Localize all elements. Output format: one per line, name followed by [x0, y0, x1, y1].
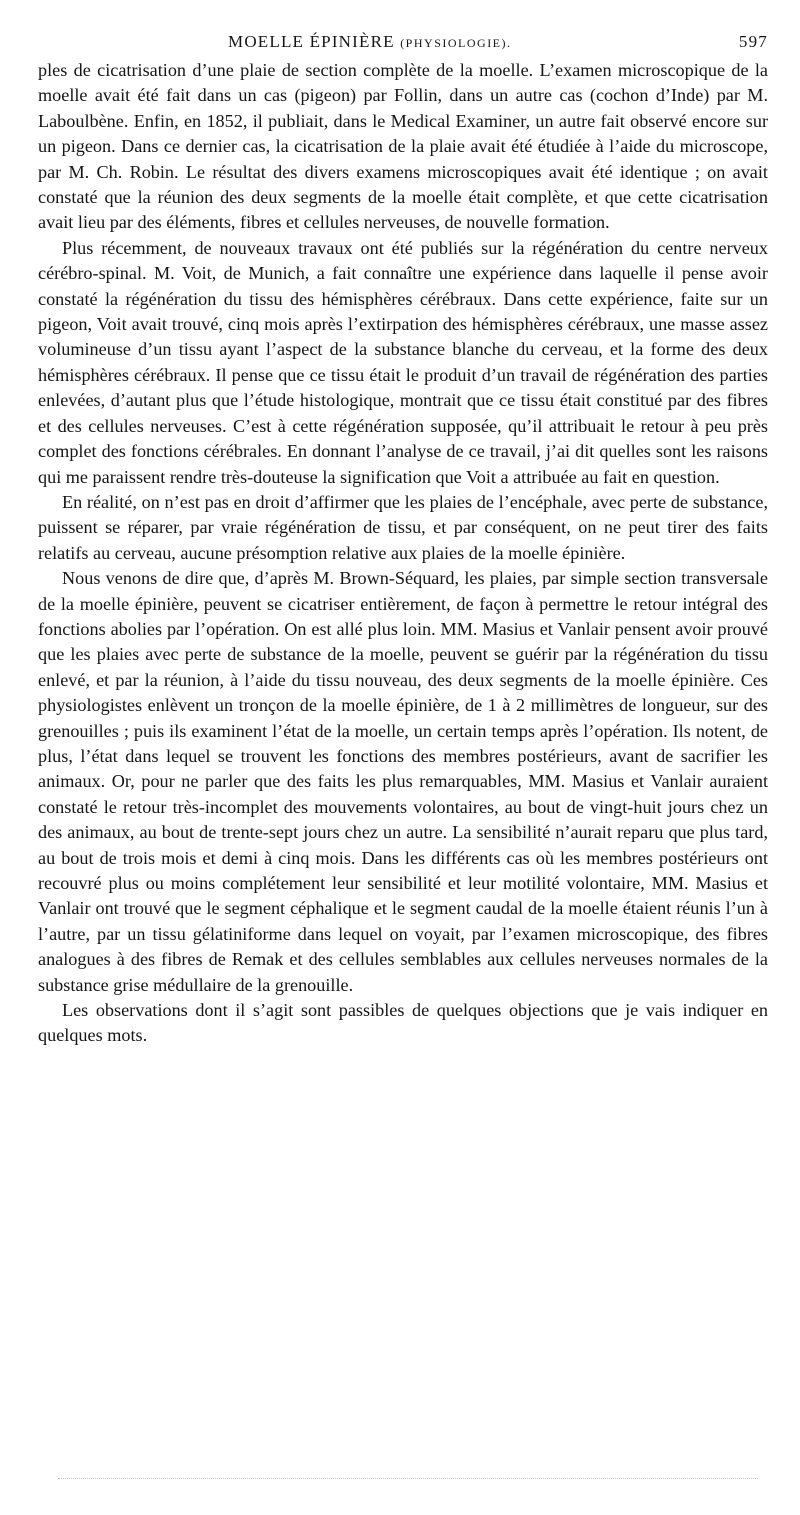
- footer-dotted-rule: [58, 1478, 758, 1485]
- page-number: 597: [738, 32, 768, 51]
- body-text: [38, 58, 768, 1049]
- paragraph-4: Nous venons de dire que, d’après M. Brown-Séquard, les plaies, par simple section transversale de la moelle épinière, peuvent se cicatriser entièrement, de façon à permettre le retour intégral des fonctions abolies par l’opération. On est allé plus loin. MM. Masius et Vanlair pensent avoir prouvé que les plaies avec perte de substance de la moelle, peuvent se guérir par la régénération du tissu enlevé, et par la réunion, à l’aide du tissu nouveau, des deux segments de la moelle épinière. Ces physiologistes enlèvent un tronçon de la moelle épinière, de 1 à 2 millimètres de longueur, sur des grenouilles ; puis ils examinent l’état de la moelle, un certain temps après l’opération. Ils notent, de plus, l’état dans lequel se trouvent les fonctions des membres postérieurs, avant de sacrifier les animaux. Or, pour ne parler que des faits les plus remarquables, MM. Masius et Vanlair auraient constaté le retour très-incomplet des mouvements volontaires, au bout de vingt-huit jours chez un des animaux, au bout de trente-sept jours chez un autre. La sensibilité n’aurait reparu que plus tard, au bout de trois mois et demi à cinq mois. Dans les différents cas où les membres postérieurs ont recouvré plus ou moins complétement leur sensibilité et leur motilité volontaire, MM. Masius et Vanlair ont trouvé que le segment céphalique et le segment caudal de la moelle étaient réunis l’un à l’autre, par un tissu gélatiniforme dans lequel on voyait, par l’examen microscopique, des fibres analogues à des fibres de Remak et des cellules semblables aux cellules nerveuses normales de la substance grise médullaire de la grenouille.: [38, 568, 768, 995]
- paragraph-3: En réalité, on n’est pas en droit d’affirmer que les plaies de l’encéphale, avec perte de substance, puissent se réparer, par vraie régénération de tissu, et par conséquent, on ne peut tirer des faits relatifs au cerveau, aucune présomption relative aux plaies de la moelle épinière.: [38, 491, 768, 563]
- running-header: [38, 28, 768, 58]
- running-title-subtitle: (PHYSIOLOGIE).: [400, 36, 512, 50]
- document-page: [38, 28, 768, 1049]
- paragraph-1: ples de cicatrisation d’une plaie de section complète de la moelle. L’examen microscopique de la moelle avait été fait dans un cas (pigeon) par Follin, dans un autre cas (cochon d’Inde) par M. Laboulbène. Enfin, en 1852, il publiait, dans le Medical Examiner, un autre fait observé encore sur un pigeon. Dans ce dernier cas, la cicatrisation de la plaie avait été étudiée à l’aide du microscope, par M. Ch. Robin. Le résultat des divers examens microscopiques avait été identique ; on avait constaté que la réunion des deux segments de la moelle était complète, et que cette cicatrisation avait lieu par des éléments, fibres et cellules nerveuses, de nouvelle formation.: [38, 60, 768, 233]
- paragraph-5: Les observations dont il s’agit sont passibles de quelques objections que je vais indiquer en quelques mots.: [38, 1000, 768, 1046]
- paragraph-2: Plus récemment, de nouveaux travaux ont été publiés sur la régénération du centre nerveux cérébro-spinal. M. Voit, de Munich, a fait connaître une expérience dans laquelle il pense avoir constaté la régénération du tissu des hémisphères cérébraux. Dans cette expérience, faite sur un pigeon, Voit avait trouvé, cinq mois après l’extirpation des hémisphères cérébraux, une masse assez volumineuse d’un tissu ayant l’aspect de la substance blanche du cerveau, et la forme des deux hémisphères cérébraux. Il pense que ce tissu était le produit d’un travail de régénération des parties enlevées, d’autant plus que l’étude histologique, montrait que ce tissu était constitué par des fibres et des cellules nerveuses. C’est à cette régénération supposée, qu’il attribuait le retour à peu près complet des fonctions cérébrales. En donnant l’analyse de ce travail, j’ai dit quelles sont les raisons qui me paraissent rendre très-douteuse la signification que Voit a attribuée au fait en question.: [38, 237, 768, 487]
- running-title: [228, 32, 512, 52]
- running-title-main: MOELLE ÉPINIÈRE: [228, 32, 395, 51]
